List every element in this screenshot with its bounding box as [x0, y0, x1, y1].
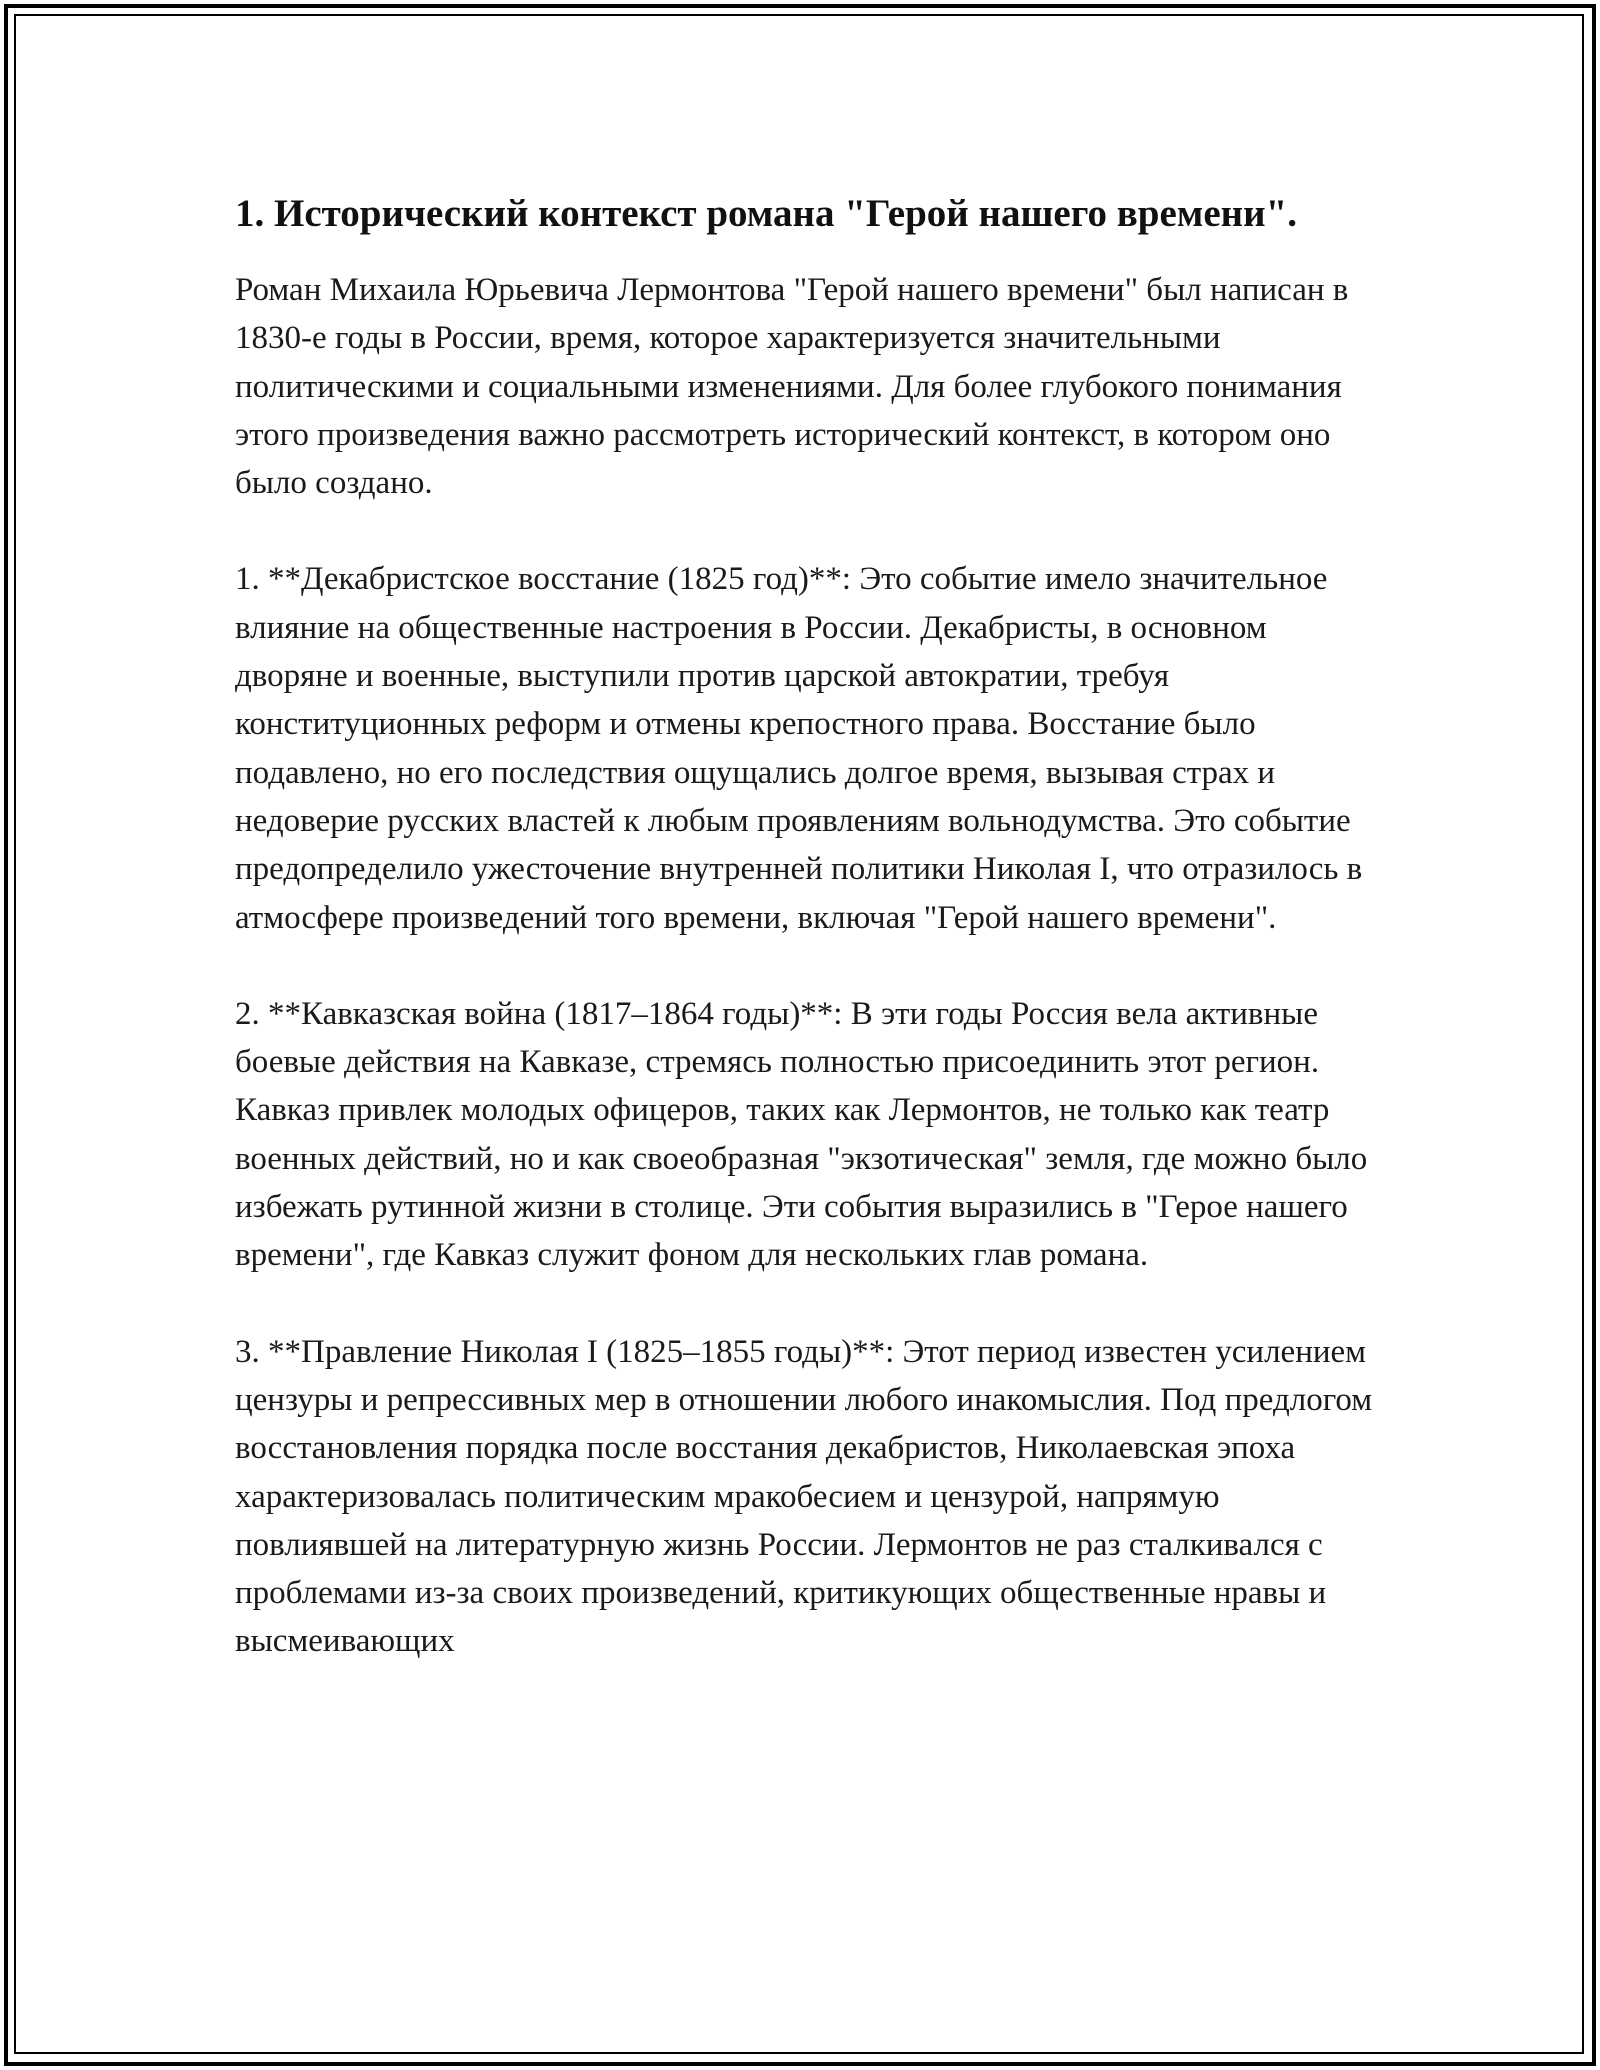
document-title: 1. Исторический контекст романа "Герой нашего времени". [235, 192, 1297, 235]
paragraph-decembrist-revolt: 1. **Декабристское восстание (1825 год)**: Это событие имело значительное влияние на общественные настроения в России. Декабристы, в основном дворяне и военные, выступили против царской автократии, требуя конституционных реформ и отмены крепостного права. Восстание было подавлено, но его последствия ощущались долгое время, вызывая страх и недоверие русских властей к любым проявлениям вольнодумства. Это событие предопределило ужесточение внутренней политики Николая I, что отразилось в атмосфере произведений того времени, включая "Герой нашего времени". [235, 561, 1363, 936]
paragraph-caucasian-war: 2. **Кавказская война (1817–1864 годы)**: В эти годы Россия вела активные боевые действия на Кавказе, стремясь полностью присоединить этот регион. Кавказ привлек молодых офицеров, таких как Лермонтов, не только как театр военных действий, но и как своеобразная "экзотическая" земля, где можно было избежать рутинной жизни в столице. Эти события выразились в "Герое нашего времени", где Кавказ служит фоном для нескольких глав романа. [235, 995, 1368, 1274]
paragraph-nicholas-reign: 3. **Правление Николая I (1825–1855 годы)**: Этот период известен усилением цензуры и репрессивных мер в отношении любого инакомыслия. Под предлогом восстановления порядка после восстания декабристов, Николаевская эпоха характеризовалась политическим мракобесием и цензурой, напрямую повлиявшей на литературную жизнь России. Лермонтов не раз сталкивался с проблемами из-за своих произведений, критикующих общественные нравы и высмеивающих [235, 1333, 1373, 1660]
document-body [235, 185, 1385, 1714]
paragraph-intro: Роман Михаила Юрьевича Лермонтова "Герой нашего времени" был написан в 1830-е годы в России, время, которое характеризуется значительными политическими и социальными изменениями. Для более глубокого понимания этого произведения важно рассмотреть исторический контекст, в котором оно было создано. [235, 272, 1349, 502]
